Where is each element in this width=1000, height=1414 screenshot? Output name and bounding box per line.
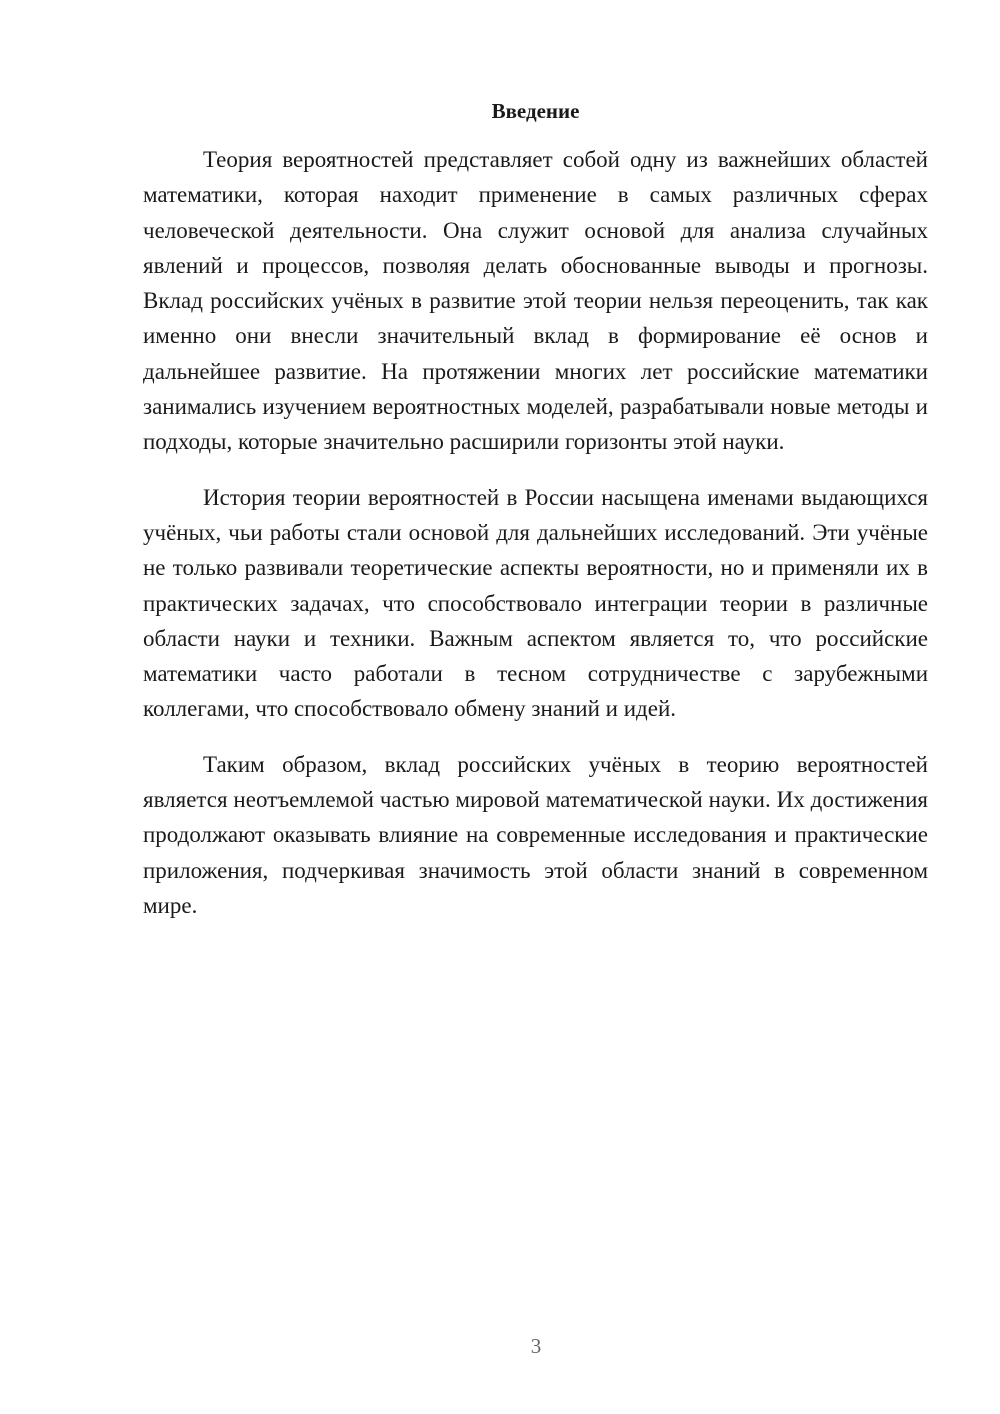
paragraph-2: История теории вероятностей в России насыщена именами выдающихся учёных, чьи работы стали основой для дальнейших исследований. Эти учёные не только развивали теоретические аспекты вероятности, но и применяли их в практических задачах, что способствовало интеграции теории в различные области науки и техники. Важным аспектом является то, что российские математики часто работали в тесном сотрудничестве с зарубежными коллегами, что способствовало обмену знаний и идей. (143, 484, 928, 722)
section-title: Введение (491, 99, 580, 123)
paragraph-1: Теория вероятностей представляет собой одну из важнейших областей математики, которая находит применение в самых различных сферах человеческой деятельности. Она служит основой для анализа случайных явлений и процессов, позволяя делать обоснованные выводы и прогнозы. Вклад российских учёных в развитие этой теории нельзя переоценить, так как именно они внесли значительный вклад в формирование её основ и дальнейшее развитие. На протяжении многих лет российские математики занимались изучением вероятностных моделей, разрабатывали новые методы и подходы, которые значительно расширили горизонты этой науки. (143, 147, 928, 455)
paragraph-3: Таким образом, вклад российских учёных в теорию вероятностей является неотъемлемой частью мировой математической науки. Их достижения продолжают оказывать влияние на современные исследования и практические приложения, подчеркивая значимость этой области знаний в современном мире. (143, 751, 928, 918)
page-number: 3 (530, 1334, 542, 1358)
document-body (143, 142, 928, 943)
